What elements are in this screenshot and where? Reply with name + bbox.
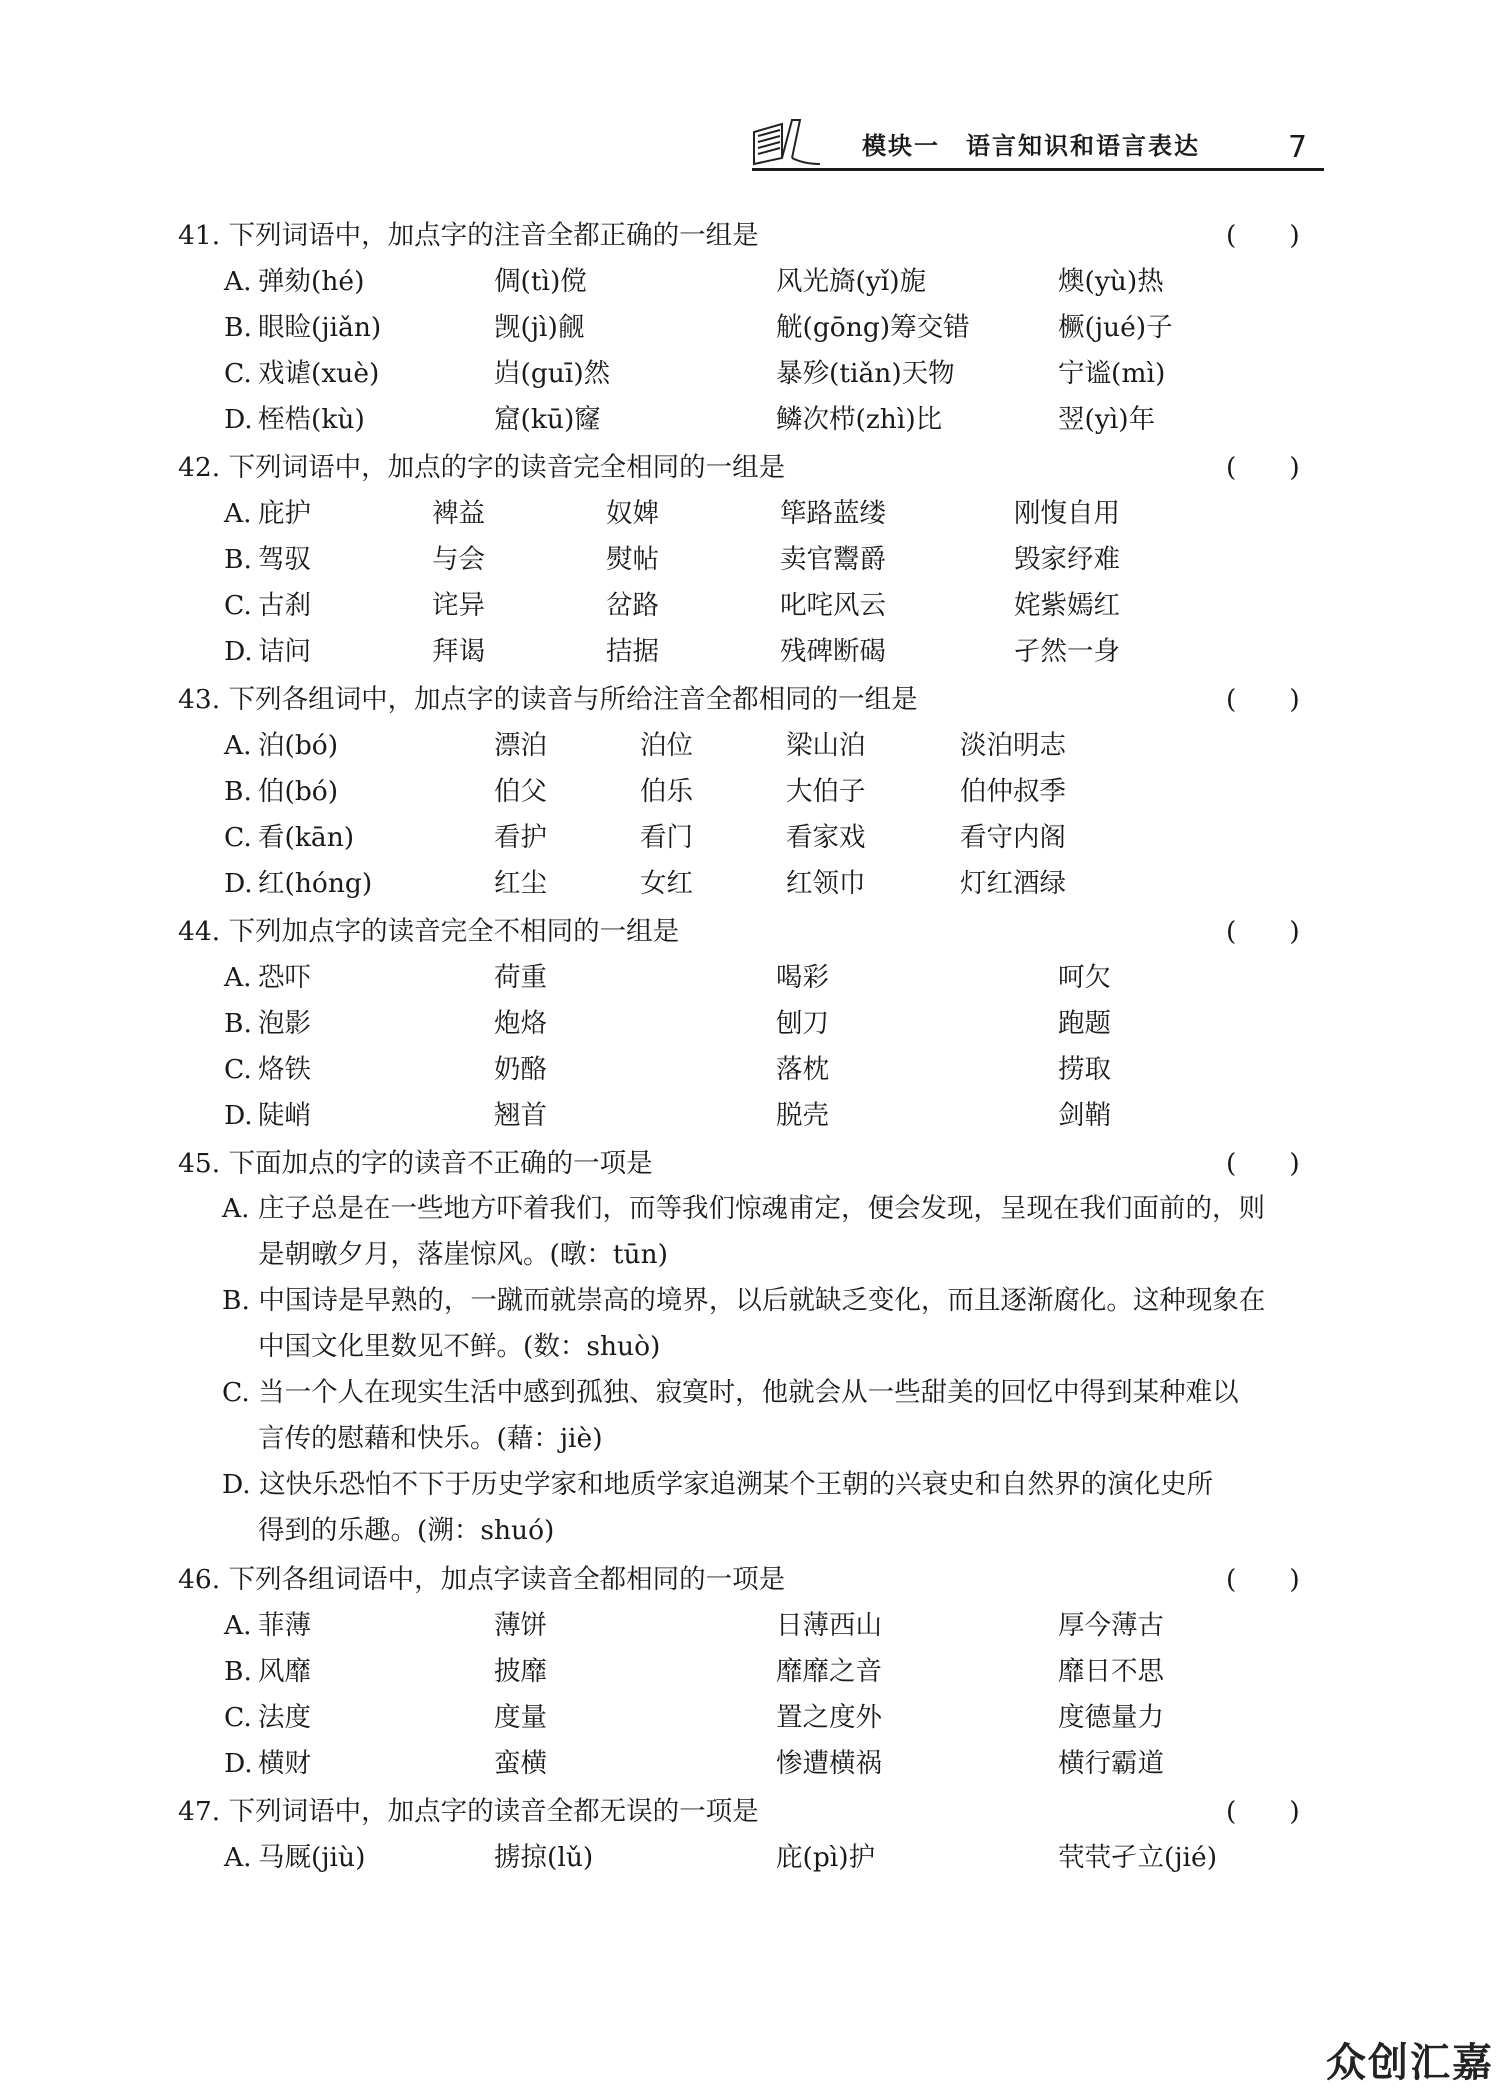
watermark-logo: 众创汇嘉 (1326, 2040, 1494, 2086)
option-item: 菲薄 (258, 1610, 311, 1641)
option-label: C. (224, 1702, 252, 1733)
option-item: 女红 (640, 868, 693, 899)
option-label: B. (224, 1008, 252, 1039)
option-item: 靡靡之音 (776, 1656, 882, 1687)
question-stem-43: 43. 下列各组词中，加点字的读音与所给注音全都相同的一组是 (178, 684, 918, 715)
option-label: A. (224, 962, 252, 993)
option-item: 伯(bó) (258, 776, 339, 807)
option-label: A. (224, 730, 252, 761)
option-item: 漂泊 (494, 730, 547, 761)
option-label: C. (224, 590, 252, 621)
option-item: 桎梏(kù) (258, 404, 365, 435)
option-item: 戏谑(xuè) (258, 358, 380, 389)
option-item: 脱壳 (776, 1100, 829, 1131)
option-label: B. (224, 312, 252, 343)
option-item: 诧异 (432, 590, 485, 621)
paragraph-line: C. 当一个人在现实生活中感到孤独、寂寞时，他就会从一些甜美的回忆中得到某种难以 (222, 1377, 1239, 1408)
option-item: 红尘 (494, 868, 547, 899)
option-item: 弹劾(hé) (258, 266, 365, 297)
option-item: 捞取 (1058, 1054, 1111, 1085)
option-label: B. (224, 776, 252, 807)
option-item: 大伯子 (786, 776, 866, 807)
option-item: 日薄西山 (776, 1610, 882, 1641)
option-item: 看(kān) (258, 822, 355, 853)
option-item: 置之度外 (776, 1702, 882, 1733)
page-number: 7 (1288, 130, 1308, 165)
option-item: 看家戏 (786, 822, 866, 853)
option-label: C. (224, 358, 252, 389)
option-item: 姹紫嫣红 (1014, 590, 1120, 621)
option-item: 惨遭横祸 (776, 1748, 882, 1779)
option-item: 披靡 (494, 1656, 547, 1687)
option-item: 橛(jué)子 (1058, 312, 1173, 343)
option-label: A. (224, 266, 252, 297)
option-item: 倜(tì)傥 (494, 266, 587, 297)
option-item: 落枕 (776, 1054, 829, 1085)
question-stem-42: 42. 下列词语中，加点的字的读音完全相同的一组是 (178, 452, 786, 483)
option-item: 伯父 (494, 776, 547, 807)
option-item: 觥(gōng)筹交错 (776, 312, 970, 343)
option-item: 与会 (432, 544, 485, 575)
option-item: 跑题 (1058, 1008, 1111, 1039)
paragraph-line: A. 庄子总是在一些地方吓着我们，而等我们惊魂甫定，便会发现，呈现在我们面前的，则 (222, 1193, 1265, 1224)
question-stem-45: 45. 下面加点的字的读音不正确的一项是 (178, 1148, 653, 1179)
option-item: 眼睑(jiǎn) (258, 312, 382, 343)
option-label: D. (224, 868, 253, 899)
option-item: 喝彩 (776, 962, 829, 993)
option-item: 陡峭 (258, 1100, 311, 1131)
option-item: 风光旖(yǐ)旎 (776, 266, 927, 297)
option-paragraph-b (222, 1278, 1322, 1370)
option-item: 驾驭 (258, 544, 311, 575)
option-item: 刨刀 (776, 1008, 829, 1039)
option-item: 残碑断碣 (780, 636, 886, 667)
option-label: D. (224, 636, 253, 667)
option-label: C. (224, 822, 252, 853)
option-item: 伯乐 (640, 776, 693, 807)
header-rule (752, 168, 1324, 171)
option-item: 庇(pì)护 (776, 1842, 876, 1873)
option-item: 红(hóng) (258, 868, 373, 899)
option-item: 筚路蓝缕 (780, 498, 886, 529)
option-label: D. (224, 404, 253, 435)
option-item: 诘问 (258, 636, 311, 667)
option-item: 奴婢 (606, 498, 659, 529)
option-label: D. (224, 1748, 253, 1779)
answer-paren-44: ( ) (1226, 916, 1300, 947)
option-item: 伯仲叔季 (960, 776, 1066, 807)
option-item: 横行霸道 (1058, 1748, 1164, 1779)
option-item: 拜谒 (432, 636, 485, 667)
option-item: 看守内阁 (960, 822, 1066, 853)
paragraph-line: B. 中国诗是早熟的，一蹴而就崇高的境界，以后就缺乏变化，而且逐渐腐化。这种现象在 (222, 1285, 1266, 1316)
option-item: 荷重 (494, 962, 547, 993)
option-item: 岿(guī)然 (494, 358, 611, 389)
option-item: 恐吓 (258, 962, 311, 993)
option-item: 古刹 (258, 590, 311, 621)
question-stem-47: 47. 下列词语中，加点字的读音全都无误的一项是 (178, 1796, 759, 1827)
question-stem-44: 44. 下列加点字的读音完全不相同的一组是 (178, 916, 680, 947)
option-label: B. (224, 1656, 252, 1687)
paragraph-line: 得到的乐趣。(溯：shuó) (258, 1515, 555, 1546)
option-item: 叱咤风云 (780, 590, 886, 621)
option-item: 泡影 (258, 1008, 311, 1039)
option-item: 奶酪 (494, 1054, 547, 1085)
answer-paren-43: ( ) (1226, 684, 1300, 715)
option-item: 度量 (494, 1702, 547, 1733)
answer-paren-45: ( ) (1226, 1148, 1300, 1179)
option-label: A. (224, 498, 252, 529)
option-item: 厚今薄古 (1058, 1610, 1164, 1641)
option-item: 看门 (640, 822, 693, 853)
option-item: 岔路 (606, 590, 659, 621)
option-item: 掳掠(lǔ) (494, 1842, 594, 1873)
answer-paren-46: ( ) (1226, 1564, 1300, 1595)
option-item: 梁山泊 (786, 730, 866, 761)
option-item: 度德量力 (1058, 1702, 1164, 1733)
paragraph-line: D. 这快乐恐怕不下于历史学家和地质学家追溯某个王朝的兴衰史和自然界的演化史所 (222, 1469, 1214, 1500)
answer-paren-41: ( ) (1226, 220, 1300, 251)
option-paragraph-c (222, 1370, 1322, 1462)
page-header (752, 108, 1324, 170)
option-item: 风靡 (258, 1656, 311, 1687)
option-item: 炮烙 (494, 1008, 547, 1039)
option-label: C. (224, 1054, 252, 1085)
option-label: A. (224, 1610, 252, 1641)
option-item: 茕茕孑立(jié) (1058, 1842, 1218, 1873)
option-item: 马厩(jiù) (258, 1842, 366, 1873)
option-item: 蛮横 (494, 1748, 547, 1779)
option-item: 燠(yù)热 (1058, 266, 1164, 297)
option-item: 庇护 (258, 498, 311, 529)
option-item: 刚愎自用 (1014, 498, 1120, 529)
option-item: 裨益 (432, 498, 485, 529)
answer-paren-42: ( ) (1226, 452, 1300, 483)
option-item: 灯红酒绿 (960, 868, 1066, 899)
option-item: 泊(bó) (258, 730, 339, 761)
paragraph-line: 是朝暾夕月，落崖惊风。(暾：tūn) (258, 1239, 668, 1270)
option-paragraph-d (222, 1462, 1322, 1554)
option-item: 看护 (494, 822, 547, 853)
option-label: B. (224, 544, 252, 575)
option-item: 法度 (258, 1702, 311, 1733)
option-item: 觊(jì)觎 (494, 312, 585, 343)
option-label: A. (224, 1842, 252, 1873)
option-item: 拮据 (606, 636, 659, 667)
option-item: 熨帖 (606, 544, 659, 575)
option-item: 剑鞘 (1058, 1100, 1111, 1131)
option-item: 呵欠 (1058, 962, 1111, 993)
option-item: 烙铁 (258, 1054, 311, 1085)
option-item: 鳞次栉(zhì)比 (776, 404, 943, 435)
question-stem-46: 46. 下列各组词语中，加点字读音全都相同的一项是 (178, 1564, 786, 1595)
option-item: 横财 (258, 1748, 311, 1779)
option-label: D. (224, 1100, 253, 1131)
option-item: 翘首 (494, 1100, 547, 1131)
option-item: 窟(kū)窿 (494, 404, 601, 435)
option-item: 毁家纾难 (1014, 544, 1120, 575)
option-paragraph-a (222, 1186, 1322, 1278)
paragraph-line: 言传的慰藉和快乐。(藉：jiè) (258, 1423, 603, 1454)
option-item: 暴殄(tiǎn)天物 (776, 358, 955, 389)
option-item: 宁谧(mì) (1058, 358, 1166, 389)
option-item: 卖官鬻爵 (780, 544, 886, 575)
module-title: 模块一 语言知识和语言表达 (862, 131, 1200, 160)
book-icon (752, 118, 822, 166)
option-item: 淡泊明志 (960, 730, 1066, 761)
option-item: 泊位 (640, 730, 693, 761)
option-item: 翌(yì)年 (1058, 404, 1156, 435)
question-stem-41: 41. 下列词语中，加点字的注音全都正确的一组是 (178, 220, 759, 251)
option-item: 靡日不思 (1058, 1656, 1164, 1687)
paragraph-line: 中国文化里数见不鲜。(数：shuò) (258, 1331, 661, 1362)
option-item: 薄饼 (494, 1610, 547, 1641)
option-item: 孑然一身 (1014, 636, 1120, 667)
answer-paren-47: ( ) (1226, 1796, 1300, 1827)
option-item: 红领巾 (786, 868, 866, 899)
